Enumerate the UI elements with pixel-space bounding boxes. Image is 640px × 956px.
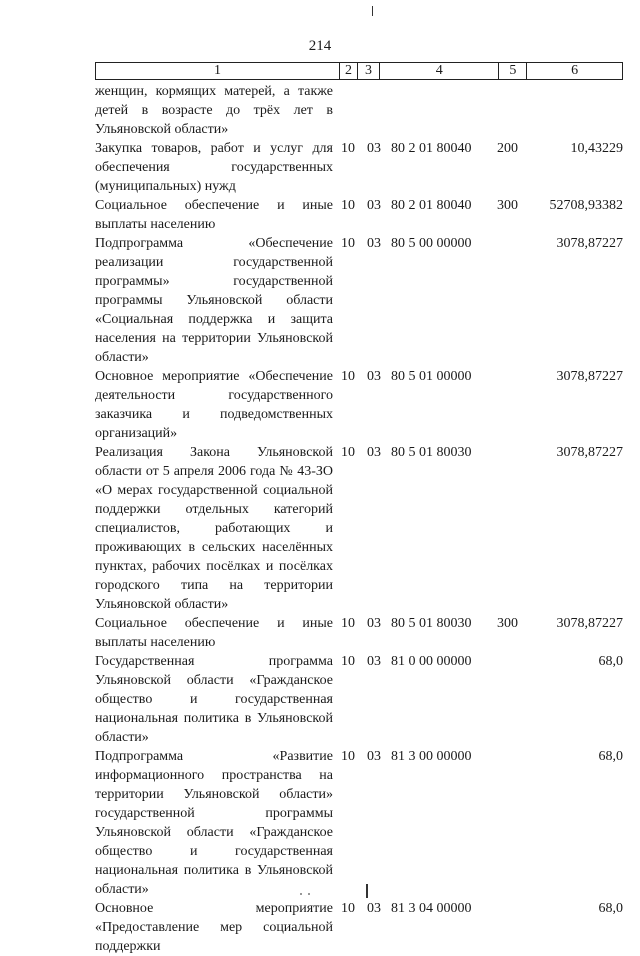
row-pr: 03 <box>367 236 381 251</box>
row-name: Закупка товаров, работ и услуг для обеспечения государственных (муниципальных) нужд <box>95 141 333 194</box>
row-pr: 03 <box>367 654 381 669</box>
row-csr: 80 5 01 80030 <box>391 616 472 631</box>
row-rz: 10 <box>341 445 355 460</box>
row-amount: 3078,87227 <box>556 616 623 631</box>
scan-speck <box>300 893 302 895</box>
header-col-2: 2 <box>340 63 358 79</box>
row-name: Основное мероприятие «Обеспечение деятельности государственного заказчика и подведомственных организаций» <box>95 369 333 441</box>
row-vr: 300 <box>497 198 518 213</box>
row-csr: 80 2 01 80040 <box>391 198 472 213</box>
table-row <box>95 82 623 139</box>
row-vr: 300 <box>497 616 518 631</box>
row-name: Подпрограмма «Обеспечение реализации государственной программы» государственной программы Ульяновской области «Социальная поддержка и защита населения на территории Ульяновской области» <box>95 236 333 365</box>
scan-speck <box>308 893 310 895</box>
header-col-4: 4 <box>380 63 500 79</box>
row-csr: 80 5 01 00000 <box>391 369 472 384</box>
row-pr: 03 <box>367 198 381 213</box>
row-rz <box>333 82 355 139</box>
table-row <box>95 443 623 614</box>
row-pr: 03 <box>367 141 381 156</box>
row-vr <box>497 899 527 956</box>
row-pr: 03 <box>367 901 381 916</box>
row-amount <box>527 82 623 139</box>
header-col-1: 1 <box>96 63 340 79</box>
table-row <box>95 747 623 899</box>
table-row <box>95 652 623 747</box>
row-amount: 3078,87227 <box>556 236 623 251</box>
row-pr: 03 <box>367 445 381 460</box>
row-name: Основное мероприятие «Предоставление мер социальной поддержки <box>95 901 333 954</box>
row-rz: 10 <box>341 369 355 384</box>
row-csr: 80 5 01 80030 <box>391 445 472 460</box>
row-name: Государственная программа Ульяновской области «Гражданское общество и государственная национальная политика в Ульяновской области» <box>95 654 333 745</box>
table-row <box>95 234 623 367</box>
row-csr: 80 2 01 80040 <box>391 141 472 156</box>
table-row <box>95 196 623 234</box>
row-pr: 03 <box>367 749 381 764</box>
row-rz: 10 <box>341 236 355 251</box>
row-rz: 10 <box>341 901 355 916</box>
row-csr: 81 3 04 00000 <box>391 901 472 916</box>
row-vr <box>497 234 527 367</box>
row-rz: 10 <box>341 198 355 213</box>
row-amount: 3078,87227 <box>556 445 623 460</box>
row-csr: 80 5 00 00000 <box>391 236 472 251</box>
row-rz: 10 <box>341 616 355 631</box>
row-name: Реализация Закона Ульяновской области от 5 апреля 2006 года № 43-ЗО «О мерах государственной социальной поддержки отдельных категорий специалистов, работающих и проживающих в сельских населённых пунктах, рабочих посёлках и посёлках городского типа на территории Ульяновской области» <box>95 445 333 612</box>
row-amount: 68,0 <box>598 654 623 669</box>
row-csr: 81 3 00 00000 <box>391 749 472 764</box>
row-name: Социальное обеспечение и иные выплаты населению <box>95 198 333 232</box>
row-vr <box>497 747 527 899</box>
row-vr <box>497 367 527 443</box>
row-pr: 03 <box>367 369 381 384</box>
row-vr <box>497 443 527 614</box>
row-rz: 10 <box>341 749 355 764</box>
scan-mark-top <box>372 6 373 16</box>
row-csr <box>381 82 497 139</box>
row-amount: 52708,93382 <box>549 198 623 213</box>
row-amount: 68,0 <box>598 749 623 764</box>
row-name: Социальное обеспечение и иные выплаты населению <box>95 616 333 650</box>
row-pr <box>355 82 381 139</box>
page-number: 214 <box>308 38 332 54</box>
header-col-5: 5 <box>499 63 527 79</box>
row-csr: 81 0 00 00000 <box>391 654 472 669</box>
row-rz: 10 <box>341 654 355 669</box>
table-row <box>95 614 623 652</box>
row-rz: 10 <box>341 141 355 156</box>
header-col-3: 3 <box>358 63 380 79</box>
row-name: женщин, кормящих матерей, а также детей в возрасте до трёх лет в Ульяновской области» <box>95 84 333 137</box>
row-amount: 10,43229 <box>570 141 623 156</box>
table-header <box>95 62 623 80</box>
table-row <box>95 139 623 196</box>
header-col-6: 6 <box>571 63 579 78</box>
row-amount: 3078,87227 <box>556 369 623 384</box>
row-name: Подпрограмма «Развитие информационного пространства на территории Ульяновской области» государственной программы Ульяновской области «Гражданское общество и государственная национальная политика в Ульяновской области» <box>95 749 333 897</box>
table-row <box>95 899 623 956</box>
table-row <box>95 367 623 443</box>
row-vr: 200 <box>497 141 518 156</box>
table-body <box>95 82 623 956</box>
row-pr: 03 <box>367 616 381 631</box>
row-vr <box>497 82 527 139</box>
row-amount: 68,0 <box>598 901 623 916</box>
row-vr <box>497 652 527 747</box>
scan-mark-bottom <box>366 884 368 898</box>
